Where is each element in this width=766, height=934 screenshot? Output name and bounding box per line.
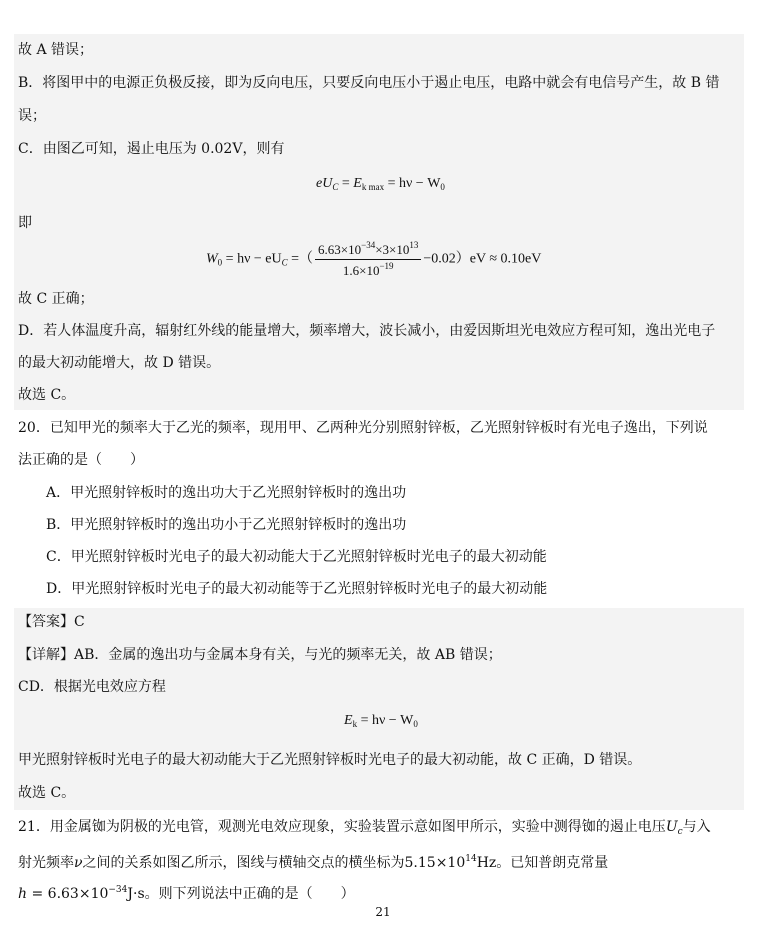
answer-value: C <box>74 614 85 630</box>
text-line: 故 A 错误； <box>18 42 94 58</box>
text-line: 的最大初动能增大，故 D 错误。 <box>18 355 221 371</box>
question-21-stem: 射光频率ν之间的关系如图乙所示，图线与横轴交点的横坐标为$5.15\times 10^{14}Hz$。已知普朗克常量 <box>18 854 609 871</box>
detail-line: 【详解】AB．金属的逸出功与金属本身有关，与光的频率无关，故 AB 错误； <box>18 647 502 663</box>
page-number: 21 <box>375 905 391 919</box>
option-d: D．甲光照射锌板时光电子的最大初动能等于乙光照射锌板时光电子的最大初动能 <box>46 581 548 597</box>
text-line: CD．根据光电效应方程 <box>18 679 166 695</box>
text-line: B．将图甲中的电源正负极反接，即为反向电压，只要反向电压小于遏止电压，电路中就会有电信号产生，故 B 错 <box>18 75 720 91</box>
option-b: B．甲光照射锌板时的逸出功小于乙光照射锌板时的逸出功 <box>46 517 407 533</box>
shaded-block-answer <box>14 608 744 810</box>
text-line: 即 <box>18 215 32 231</box>
text-line: 误； <box>18 108 46 124</box>
question-21-stem: $h = 6.63\times 10^{-34}J\cdot s$。则下列说法中正确的是（ ） <box>18 885 355 902</box>
option-a: A．甲光照射锌板时的逸出功大于乙光照射锌板时的逸出功 <box>46 485 407 501</box>
question-20-stem: 法正确的是（ ） <box>18 452 144 468</box>
answer-line <box>18 612 85 632</box>
answer-tag: 【答案】 <box>18 614 74 630</box>
equation-photoelectric-1: $eU_C = E_{k max} = h\nu - W_0$ <box>316 176 445 192</box>
fraction: $\frac{6.63\times 10^{-34}\times 3\times 10^{13}}{1.6\times 10^{-19}}$ <box>315 240 421 279</box>
equation-photoelectric-2: $E_k = h\nu - W_0$ <box>344 713 418 729</box>
text-line: 故选 C。 <box>18 785 76 801</box>
text-line: 故选 C。 <box>18 387 76 403</box>
text-line: D．若人体温度升高，辐射红外线的能量增大，频率增大，波长减小，由爱因斯坦光电效应方程可知，逸出光电子 <box>18 323 716 339</box>
equation-work-function: $W_0 = h\nu - eU_C$ =（ $\frac{6.63\times 10^{-34}\times 3\times 10^{13}}{1.6\times 10^{-19}}$ −0.02）eV ≈ 0.10eV <box>206 240 542 278</box>
question-21-stem: 21．用金属铷为阴极的光电管，观测光电效应现象，实验装置示意如图甲所示，实验中测得铷的遏止电压$U_c$与入 <box>18 819 711 837</box>
detail-tag: 【详解】 <box>18 647 74 663</box>
text-line: 甲光照射锌板时光电子的最大初动能大于乙光照射锌板时光电子的最大初动能，故 C 正确，D 错误。 <box>18 752 642 768</box>
question-20-stem: 20．已知甲光的频率大于乙光的频率，现用甲、乙两种光分别照射锌板，乙光照射锌板时有光电子逸出，下列说 <box>18 420 708 436</box>
text-line: 故 C 正确； <box>18 291 94 307</box>
text-line: C．由图乙可知，遏止电压为 0.02V，则有 <box>18 141 285 157</box>
option-c: C．甲光照射锌板时光电子的最大初动能大于乙光照射锌板时光电子的最大初动能 <box>46 549 547 565</box>
